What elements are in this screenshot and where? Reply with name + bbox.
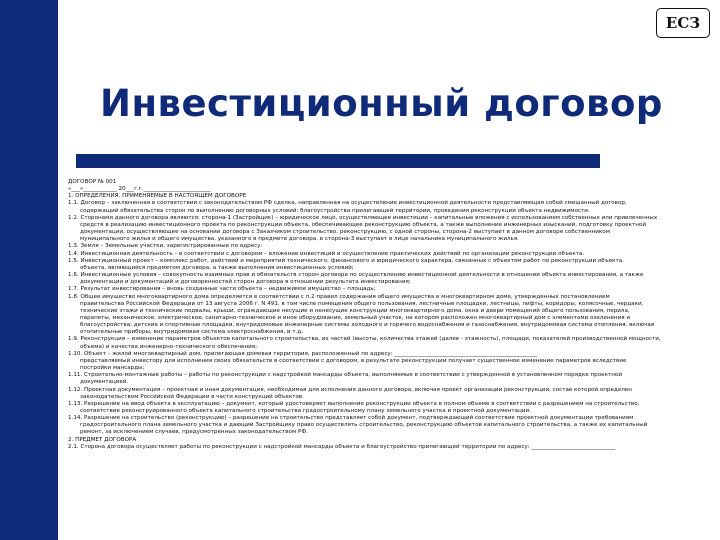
clause-1-10-cont: постройки мансарды; (80, 365, 145, 372)
clause-1-8-cont: отопительные приборы, внутридомовая система электроснабжения, и т.д. (80, 329, 304, 336)
clause-1-5-cont: объекта, являющийся предметом договора, а также выполнения инвестиционных условий; (80, 264, 354, 271)
clause-1-8: 1.8. Общее имущество многоквартирного дома определяется в соответствии с п.2 правил содержания общего имущества в многоквартирном доме, утвержденных постановлением (68, 293, 610, 300)
clause-1-2-cont: муниципального жилья и общего имущества, указанного в предмете договора, в сторона-3 выступает в лице начальника муниципального жилья. (80, 236, 519, 243)
contract-date: «___»____________ 20___г.г.________________________ (68, 186, 211, 193)
section-heading: 1. ОПРЕДЕЛЕНИЯ, ПРИМЕНЯЕМЫЕ В НАСТОЯЩЕМ ДОГОВОРЕ (68, 193, 247, 200)
clause-1-11: 1.11. Строительно-монтажные работы – работы по реконструкции с надстройкой мансарды объекта, выполняемые в соответствии с утвержденной в установленном порядке проектной (68, 372, 622, 379)
clause-1-5: 1.5. Инвестиционный проект – комплекс работ, действий и мероприятий технического, финансового и юридического характера, связанных с объектом работ по реконструкции объекта. (68, 257, 624, 264)
left-sidebar-band (0, 0, 58, 540)
clause-1-2-cont: документации, осуществляющее на основании договора с Заказчиком строительство, реконструкцию, с одной стороны, сторона-2 выступает в данном договоре собственником (80, 229, 610, 236)
clause-1-14: 1.14. Разрешение на строительство (реконструкцию) – разрешение на строительство представляет собой документ, подтверждающий соответствие проектной документации требованиям (68, 415, 634, 422)
clause-1-2-cont: средств в реализацию инвестиционного проекта по реконструкции объекта, обеспечивающее реконструкцию объекта, а также выполнение инженерных изысканий, подготовку проектной (80, 221, 646, 228)
logo-badge: ЕСЗ (656, 8, 710, 38)
clause-1-14-cont: градостроительного плана земельного участка и дающий Застройщику право осуществлять строительство, реконструкцию объектов капитального строительства, а также их капитальный (80, 422, 648, 429)
clause-1-3: 1.3. Земля – Земельные участки, зарегистрированные по адресу: (68, 243, 263, 250)
clause-1-4: 1.4. Инвестиционная деятельность – в соответствии с договором – вложение инвестиций и осуществление практических действий по организации реконструкции объекта. (68, 250, 585, 257)
clause-1-8-cont: благоустройства; детские и спортивные площадки, внутридомовые инженерные системы холодного и горячего водоснабжения и газоснабжения, внутридомовая система отопления, включая (80, 322, 655, 329)
clause-1-10-cont: представляемый инвестору для исполнения своих обязательств в соответствии с договором, в результате реконструкции получает существенное изменение параметров вследствие (80, 357, 627, 364)
clause-1-13: 1.13. Разрешение на ввод объекта в эксплуатацию – документ, который удостоверяет выполнение реконструкции объекта в полном объеме в соответствии с разрешением на строительство, (68, 400, 640, 407)
clause-2-1: 2.1. Сторона договора осуществляет работы по реконструкции с надстройкой мансарды объекта и благоустройство прилегающей территории по адресу: ______________________________ (68, 443, 616, 450)
clause-1-13-cont: соответствие реконструированного объекта капитального строительства градостроительному плану земельного участка и проектной документации. (80, 408, 531, 414)
contract-number: ДОГОВОР № 001 (68, 179, 117, 185)
clause-1-14-cont: ремонт, за исключением случаев, предусмотренных законодательством РФ. (80, 429, 308, 436)
clause-1-11-cont: документацией. (80, 379, 129, 386)
clause-1-10: 1.10. Объект – жилой многоквартирный дом, прилегающая домовая территория, расположенный по адресу: ___________________________________________________ (68, 350, 538, 357)
clause-1-12: 1.12. Проектная документация – проектная и иная документация, необходимая для исполнения данного договора, включая проект организации реконструкции, состав которой определен (68, 386, 632, 393)
clause-1-6: 1.6. Инвестиционные условия – совокупность взаимных прав и обязательств сторон договора по осуществлению инвестиционной деятельности в отношении объекта инвестирования, а также (68, 272, 644, 279)
clause-1-6-cont: документации и документаций и договоренностей сторон договора в отношении результата инвестирования; (80, 279, 411, 286)
section-heading: 2. ПРЕДМЕТ ДОГОВОРА (68, 436, 137, 443)
clause-1-7: 1.7. Результат инвестирования – вновь созданные части объекта – недвижимое имущество – площадь; (68, 286, 376, 293)
document-body (68, 179, 708, 451)
slide-title: Инвестиционный договор (100, 82, 663, 125)
title-underline-bar (76, 154, 600, 168)
clause-1-8-cont: правительства Российской Федерации от 13 августа 2006 г. N 491, в том числе помещения общего пользования, лестничные площадки, лестницы, лифты, коридоры, колясочные, чердаки, (80, 300, 644, 307)
clause-1-9-cont: объема) и качества инженерно-технического обеспечения; (80, 343, 258, 350)
clause-1-8-cont: технические этажи и технические подвалы, крыши, ограждающие несущие и ненесущие конструкции многоквартирного дома, окна и двери помещений общего пользования, перила, (80, 307, 630, 314)
clause-1-2: 1.2. Сторонами данного договора являются: сторона-1 (Застройщик) – юридическое лицо, осуществляющее инвестиции – капитальные вложения с использованием собственных или привлеченных (68, 214, 658, 221)
clause-1-8-cont: парапеты, механическое, электрическое, санитарно-техническое и иное оборудование, земельный участок, на котором расположен многоквартирный дом с элементами озеленения и (80, 314, 630, 321)
clause-1-9: 1.9. Реконструкция – изменение параметров объектов капитального строительства, их частей (высоты, количества этажей (далее - этажность), площади, показателей производственной мощности, (68, 336, 661, 343)
clause-1-1-cont: содержащий обязательства сторон по выполнению договорных условий: благоустройства прилегающей территории, проведения реконструкции объекта недвижимости. (80, 207, 590, 214)
clause-1-1: 1.1. Договор – заключенная в соответствии с законодательством РФ сделка, направленная на осуществление инвестиционной деятельности представляющая собой смешанный договор, (68, 200, 627, 207)
clause-1-12-cont: законодательством Российской Федерации в части конструкций объектов. (80, 393, 304, 400)
